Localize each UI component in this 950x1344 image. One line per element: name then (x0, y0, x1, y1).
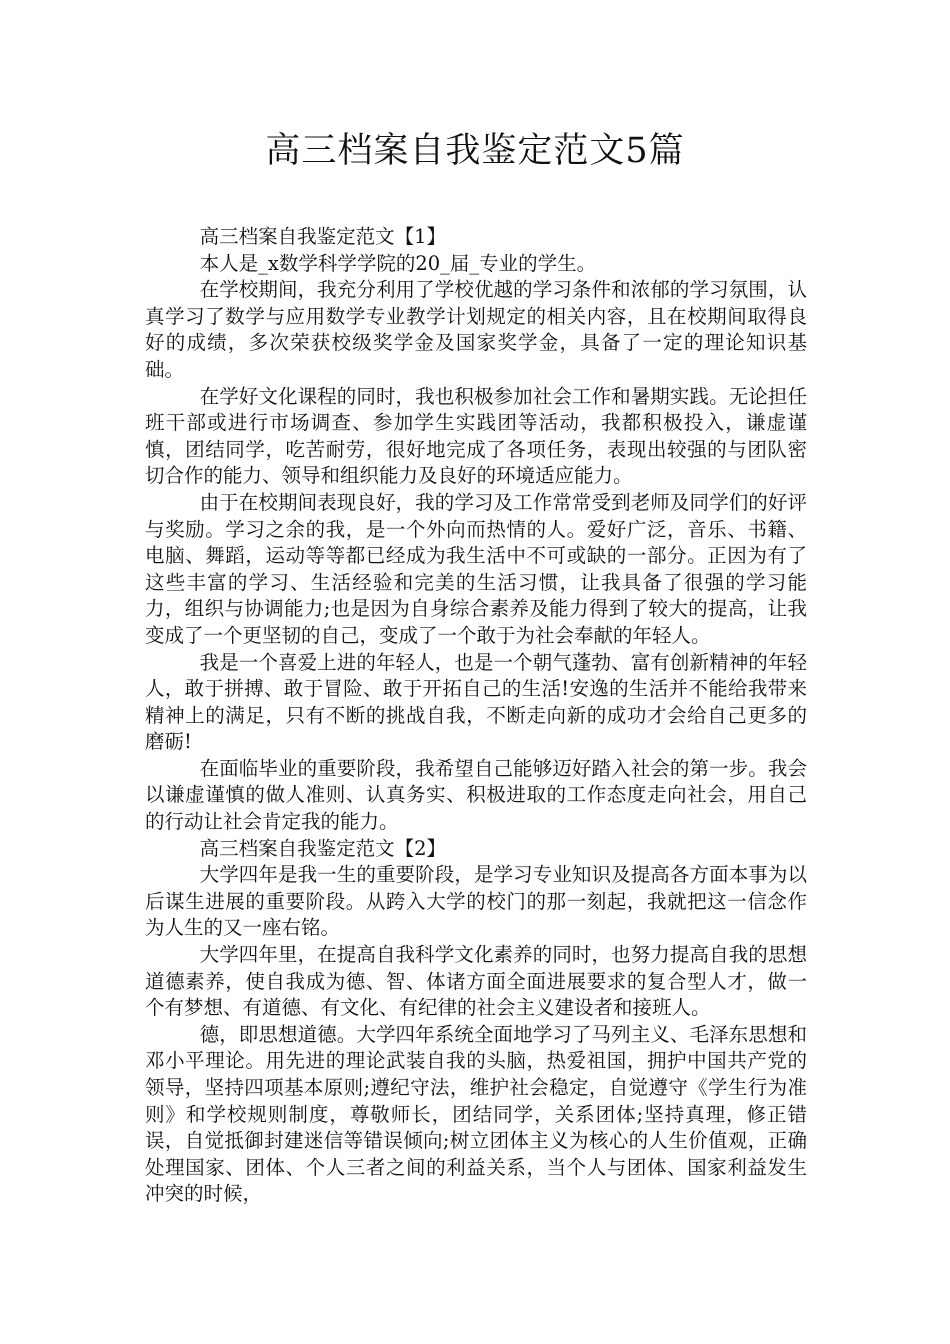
paragraph: 大学四年里，在提高自我科学文化素养的同时，也努力提高自我的思想道德素养，使自我成为德、智、体诸方面全面进展要求的复合型人才，做一个有梦想、有道德、有文化、有纪律的社会主义建设者和接班人。 (145, 943, 807, 1020)
paragraph: 由于在校期间表现良好，我的学习及工作常常受到老师及同学们的好评与奖励。学习之余的我，是一个外向而热情的人。爱好广泛，音乐、书籍、电脑、舞蹈，运动等等都已经成为我生活中不可或缺的一部分。正因为有了这些丰富的学习、生活经验和完美的生活习惯，让我具备了很强的学习能力，组织与协调能力;也是因为自身综合素养及能力得到了较大的提高，让我变成了一个更坚韧的自己，变成了一个敢于为社会奉献的年轻人。 (145, 490, 807, 647)
document-body (145, 224, 807, 1208)
paragraph: 在学校期间，我充分利用了学校优越的学习条件和浓郁的学习氛围，认真学习了数学与应用数学专业教学计划规定的相关内容，且在校期间取得良好的成绩，多次荣获校级奖学金及国家奖学金，具备了一定的理论知识基础。 (145, 278, 807, 381)
section-heading-2: 高三档案自我鉴定范文【2】 (199, 836, 447, 860)
paragraph: 我是一个喜爱上进的年轻人，也是一个朝气蓬勃、富有创新精神的年轻人，敢于拼搏、敢于冒险、敢于开拓自己的生活!安逸的生活并不能给我带来精神上的满足，只有不断的挑战自我，不断走向新的成功才会给自己更多的磨砺! (145, 650, 807, 754)
paragraph: 大学四年是我一生的重要阶段，是学习专业知识及提高各方面本事为以后谋生进展的重要阶段。从跨入大学的校门的那一刻起，我就把这一信念作为人生的又一座右铭。 (145, 863, 807, 940)
paragraph: 在学好文化课程的同时，我也积极参加社会工作和暑期实践。无论担任班干部或进行市场调查、参加学生实践团等活动，我都积极投入，谦虚谨慎，团结同学，吃苦耐劳，很好地完成了各项任务，表现出较强的与团队密切合作的能力、领导和组织能力及良好的环境适应能力。 (145, 384, 807, 488)
section-heading-1: 高三档案自我鉴定范文【1】 (199, 225, 447, 248)
paragraph: 在面临毕业的重要阶段，我希望自己能够迈好踏入社会的第一步。我会以谦虚谨慎的做人准则、认真务实、积极进取的工作态度走向社会，用自己的行动让社会肯定我的能力。 (145, 756, 807, 834)
paragraph: 本人是_x数学科学学院的20_届_专业的学生。 (199, 251, 597, 275)
document-title: 高三档案自我鉴定范文5篇 (265, 131, 685, 171)
paragraph: 德，即思想道德。大学四年系统全面地学习了马列主义、毛泽东思想和邓小平理论。用先进的理论武装自我的头脑，热爱祖国，拥护中国共产党的领导，坚持四项基本原则;遵纪守法，维护社会稳定，自觉遵守《学生行为准则》和学校规则制度，尊敬师长，团结同学，关系团体;坚持真理，修正错误，自觉抵御封建迷信等错误倾向;树立团体主义为核心的人生价值观，正确处理国家、团体、个人三者之间的利益关系，当个人与团体、国家利益发生冲突的时候， (145, 1022, 807, 1206)
